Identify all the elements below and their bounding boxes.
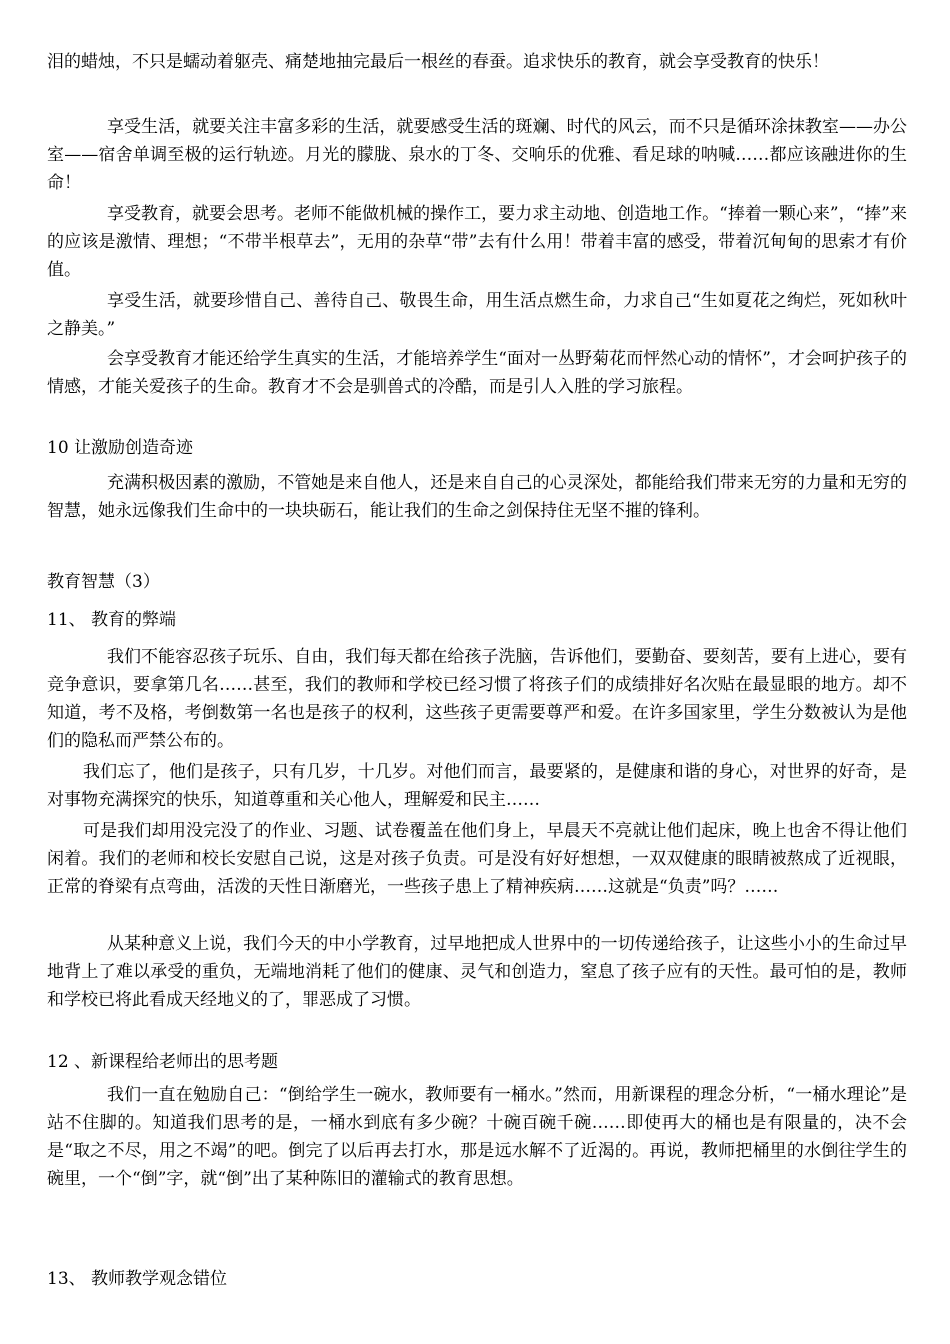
- paragraph-9: 可是我们却用没完没了的作业、习题、试卷覆盖在他们身上，早晨天不亮就让他们起床，晚上也舍不得让他们闲着。我们的老师和校长安慰自己说，这是对孩子负责。可是没有好好想想，一双双健康的眼睛被熬成了近视眼，正常的脊梁有点弯曲，活泼的天性日渐磨光，一些孩子患上了精神疾病……这就是“负责”吗？……: [47, 821, 907, 897]
- paragraph-11: 我们一直在勉励自己：“倒给学生一碗水，教师要有一桶水。”然而，用新课程的理念分析，“一桶水理论”是站不住脚的。知道我们思考的是，一桶水到底有多少碗？十碗百碗千碗……即使再大的桶也是有限量的，决不会是“取之不尽，用之不竭”的吧。倒完了以后再去打水，那是远水解不了近渴的。再说，教师把桶里的水倒往学生的碗里，一个“倒”字，就“倒”出了某种陈旧的灌输式的教育思想。: [47, 1085, 907, 1189]
- section-heading-wisdom: 教育智慧（3）: [47, 572, 160, 592]
- paragraph-10: 从某种意义上说，我们今天的中小学教育，过早地把成人世界中的一切传递给孩子，让这些小小的生命过早地背上了难以承受的重负，无端地消耗了他们的健康、灵气和创造力，窒息了孩子应有的天性。最可怕的是，教师和学校已将此看成天经地义的了，罪恶成了习惯。: [47, 934, 907, 1010]
- paragraph-7: 我们不能容忍孩子玩乐、自由，我们每天都在给孩子洗脑，告诉他们，要勤奋、要刻苦，要有上进心，要有竞争意识，要拿第几名……甚至，我们的教师和学校已经习惯了将孩子们的成绩排好名次贴在最显眼的地方。却不知道，考不及格，考倒数第一名也是孩子的权利，这些孩子更需要尊严和爱。在许多国家里，学生分数被认为是他们的隐私而严禁公布的。: [47, 647, 907, 751]
- paragraph-2: 享受生活，就要关注丰富多彩的生活，就要感受生活的斑斓、时代的风云，而不只是循环涂抹教室——办公室——宿舍单调至极的运行轨迹。月光的朦胧、泉水的丁冬、交响乐的优雅、看足球的呐喊……都应该融进你的生命！: [47, 117, 907, 193]
- section-heading-11: 11、 教育的弊端: [47, 610, 177, 630]
- paragraph-6: 充满积极因素的激励，不管她是来自他人，还是来自自己的心灵深处，都能给我们带来无穷的力量和无穷的智慧，她永远像我们生命中的一块块砺石，能让我们的生命之剑保持住无坚不摧的锋利。: [47, 473, 907, 521]
- section-heading-10: 10 让激励创造奇迹: [47, 438, 194, 458]
- section-heading-12: 12 、新课程给老师出的思考题: [47, 1052, 279, 1072]
- section-heading-13: 13、 教师教学观念错位: [47, 1269, 228, 1289]
- paragraph-4: 享受生活，就要珍惜自己、善待自己、敬畏生命，用生活点燃生命，力求自己“生如夏花之绚烂，死如秋叶之静美。”: [47, 291, 907, 339]
- paragraph-3: 享受教育，就要会思考。老师不能做机械的操作工，要力求主动地、创造地工作。“捧着一颗心来”，“捧”来的应该是激情、理想；“不带半根草去”，无用的杂草“带”去有什么用！带着丰富的感受，带着沉甸甸的思索才有价值。: [47, 204, 907, 280]
- paragraph-8: 我们忘了，他们是孩子，只有几岁，十几岁。对他们而言，最要紧的，是健康和谐的身心，对世界的好奇，是对事物充满探究的快乐，知道尊重和关心他人，理解爱和民主……: [47, 762, 907, 810]
- paragraph-5: 会享受教育才能还给学生真实的生活，才能培养学生“面对一丛野菊花而怦然心动的情怀”，才会呵护孩子的情感，才能关爱孩子的生命。教育才不会是驯兽式的冷酷，而是引人入胜的学习旅程。: [47, 349, 907, 397]
- paragraph-1: 泪的蜡烛，不只是蠕动着躯壳、痛楚地抽完最后一根丝的春蚕。追求快乐的教育，就会享受教育的快乐！: [47, 52, 829, 72]
